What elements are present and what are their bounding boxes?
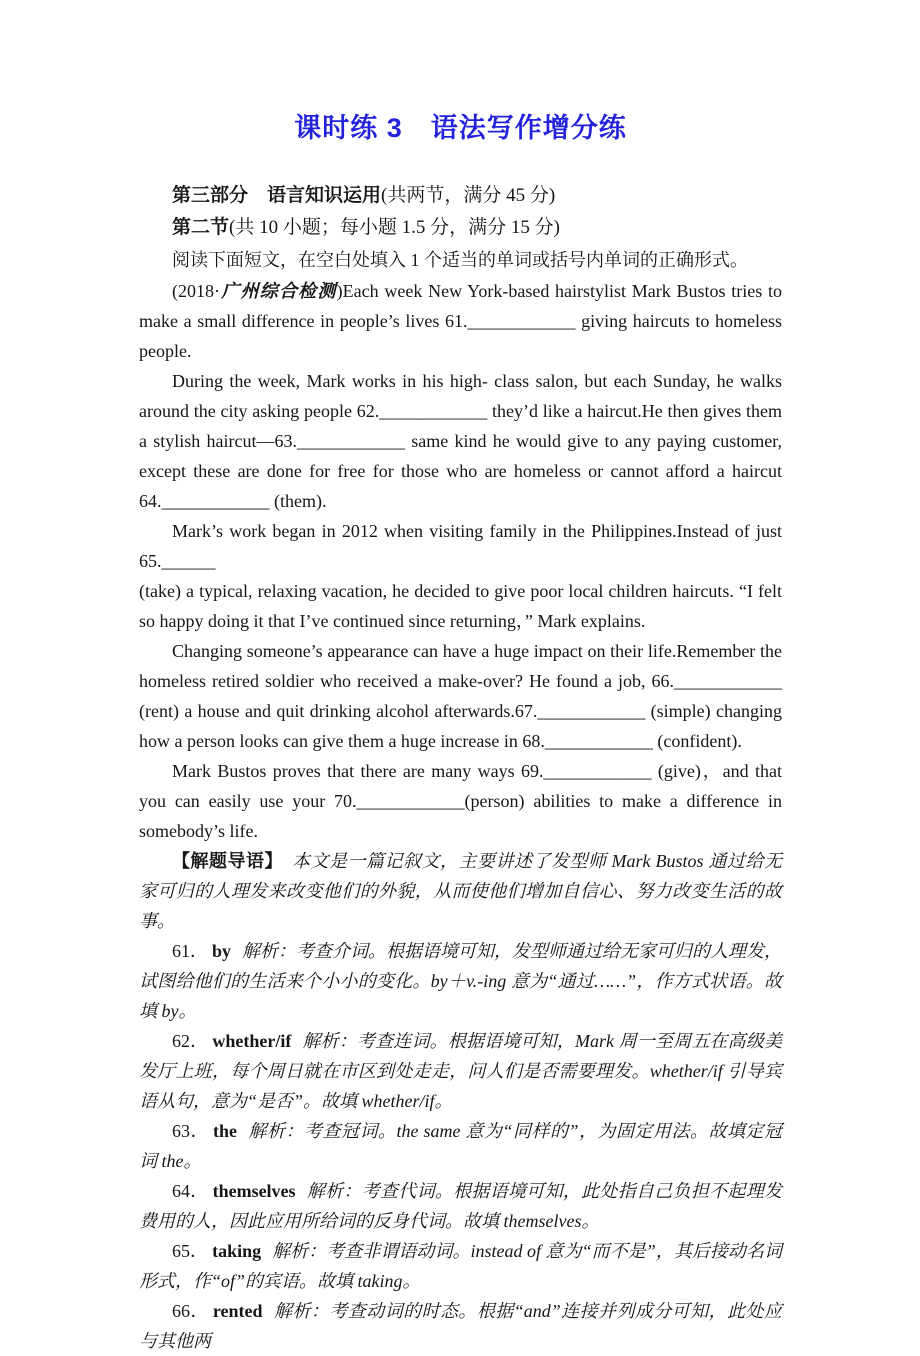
answer-61-number: 61． [172,941,208,961]
section-heading-normal: (共 10 小题；每小题 1.5 分，满分 15 分) [229,217,560,238]
answer-item-66 [139,1296,782,1356]
part-heading [139,180,782,212]
answer-65-number: 65． [172,1241,209,1261]
instruction-line: 阅读下面短文，在空白处填入 1 个适当的单词或括号内单词的正确形式。 [172,250,748,270]
answer-65-word: taking [212,1241,262,1261]
answer-61-analysis: 解析：考查介词。根据语境可知，发型师通过给无家可归的人理发，试图给他们的生活来个小小的变化。by＋v.-ing 意为“通过……”，作方式状语。故填 by。 [139,941,783,1021]
passage-paragraph-2: During the week, Mark works in his high- class salon, but each Sunday, he walks around the city asking people 62.____________ they’d like a haircut.He then gives them a stylish haircut—63.____________ same kind he would give to any paying customer, except these are done for free for those who are homeless or cannot afford a haircut 64.____________ (them). [139,371,782,511]
answer-64-analysis: 解析：考查代词。根据语境可知，此处指自己负担不起理发费用的人，因此应用所给词的反身代词。故填 themselves。 [139,1181,783,1231]
answer-63-number: 63． [172,1121,209,1141]
passage-paragraph-1 [139,276,782,366]
document-content [139,180,782,1356]
answer-63-analysis: 解析：考查冠词。the same 意为“同样的”，为固定用法。故填定冠词 the。 [139,1121,782,1171]
answer-64-word: themselves [212,1181,296,1201]
answer-64-number: 64． [172,1181,209,1201]
answer-item-63 [139,1116,782,1176]
page-title: 课时练 3 语法写作增分练 [294,113,627,143]
answer-61-word: by [212,941,232,961]
part-heading-bold: 第三部分 语言知识运用 [172,185,382,206]
section-heading [139,212,782,244]
passage-p1-text: )Each week New York-based hairstylist Mark Bustos tries to make a small difference in people’s lives 61.____________ giving haircuts to homeless people. [139,281,782,361]
passage-paragraph-5: Mark Bustos proves that there are many ways 69.____________ (give)，and that you can easily use your 70.____________(person) abilities to make a difference in somebody’s life. [139,761,782,841]
passage-p3-line1: Mark’s work began in 2012 when visiting family in the Philippines.Instead of just 65.______ [139,521,782,571]
answer-item-62 [139,1026,782,1116]
guide-paragraph [139,846,782,936]
answer-item-61 [139,936,782,1026]
passage-paragraph-3 [139,516,782,636]
passage-p1-source-tag: 广州综合检测 [220,281,337,301]
answer-63-word: the [213,1121,237,1141]
passage-p3-line2: (take) a typical, relaxing vacation, he decided to give poor local children haircuts. “I felt so happy doing it that I’ve continued since returning，” Mark explains. [139,581,782,631]
guide-label: 【解题导语】 [172,851,283,871]
answer-62-word: whether/if [212,1031,292,1051]
answer-65-analysis: 解析：考查非谓语动词。instead of 意为“而不是”，其后接动名词形式，作“of”的宾语。故填 taking。 [139,1241,782,1291]
passage-p1-source-prefix: (2018· [172,281,220,301]
part-heading-normal: (共两节，满分 45 分) [381,185,556,206]
answer-62-analysis: 解析：考查连词。根据语境可知，Mark 周一至周五在高级美发厅上班，每个周日就在市区到处走走，问人们是否需要理发。whether/if 引导宾语从句，意为“是否”。故填 whether/if。 [139,1031,782,1111]
answer-item-64 [139,1176,782,1236]
answer-66-analysis: 解析：考查动词的时态。根据“and”连接并列成分可知，此处应与其他两 [139,1301,782,1351]
answer-66-word: rented [212,1301,263,1321]
passage-paragraph-4: Changing someone’s appearance can have a huge impact on their life.Remember the homeless retired soldier who received a make-over? He found a job, 66.____________ (rent) a house and quit drinking alcohol afterwards.67.____________ (simple) changing how a person looks can give them a huge increase in 68.____________ (confident). [139,641,782,751]
answer-62-number: 62． [172,1031,209,1051]
answer-66-number: 66． [172,1301,209,1321]
answer-item-65 [139,1236,782,1296]
section-heading-bold: 第二节 [172,217,230,238]
guide-text: 本文是一篇记叙文，主要讲述了发型师 Mark Bustos 通过给无家可归的人理发来改变他们的外貌，从而使他们增加自信心、努力改变生活的故事。 [139,851,782,931]
